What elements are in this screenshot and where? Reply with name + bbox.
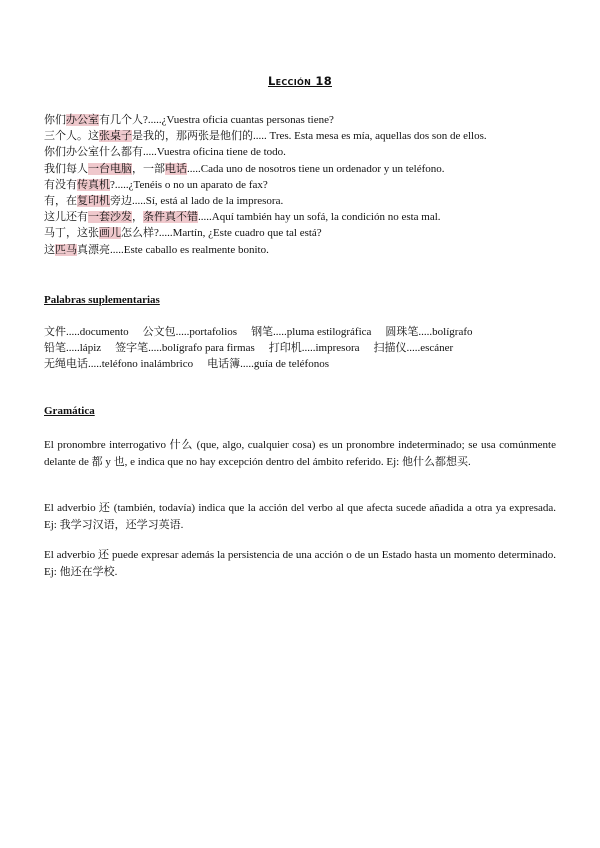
highlighted-term: 一套沙发 [88,211,132,224]
vocab-item: 签字笔.....bolígrafo para firmas [115,342,255,354]
dialogue-line [44,242,564,258]
dialogue-text: ， [132,211,143,224]
grammar-paragraph: El adverbio 还 puede expresar además la persistencia de una acción o de un Estado hasta un momento determinado. Ej: 他还在学校. [44,549,556,578]
dialogue-line [44,193,564,209]
highlighted-term: 一台电脑 [88,162,132,175]
dialogue-line [44,177,564,193]
dialogue-text: 这儿还有 [44,211,88,224]
highlighted-term: 办公室 [66,114,99,126]
dialogue-text: 这 [44,243,55,256]
dialogue-line [44,112,564,128]
dialogue-text: 有几个人?.....¿Vuestra oficia cuantas personas tiene? [99,114,334,126]
highlighted-term: 电话 [165,162,187,175]
vocab-heading: Palabras suplementarias [44,294,160,306]
dialogue-text: ，一部 [132,162,165,175]
vocab-block [44,324,564,372]
vocab-item: 扫描仪.....escáner [373,342,454,354]
vocab-item: 打印机.....impresora [268,342,360,354]
vocab-row [44,340,564,356]
highlighted-term: 复印机 [77,195,110,208]
dialogue-text: 真漂亮.....Este caballo es realmente bonito. [77,243,269,256]
grammar-heading: Gramática [44,405,95,417]
dialogue-text: 旁边.....Sí, está al lado de la impresora. [110,195,284,208]
dialogue-text: 有，在 [44,195,77,208]
dialogue-text: 怎么样?.....Martín, ¿Este cuadro que tal está? [121,227,322,240]
dialogue-line [44,209,564,225]
vocab-row [44,324,564,340]
dialogue-line [44,144,564,160]
vocab-item: 无绳电话.....teléfono inalámbrico [44,358,194,370]
dialogue-text: 我们每人 [44,162,88,175]
vocab-item: 电话簿.....guía de teléfonos [207,358,329,370]
dialogue-text: 马丁，这张 [44,227,99,240]
dialogue-text: ?.....¿Tenéis o no un aparato de fax? [110,178,268,191]
lesson-title: Lección 18 [267,74,332,88]
highlighted-term: 条件真不错 [143,211,198,224]
dialogue-text: 是我的，那两张是他们的..... Tres. Esta mesa es mía, aquellas dos son de ellos. [132,130,487,143]
grammar-paragraph: El adverbio 还 (también, todavía) indica que la acción del verbo al que afecta sucede añadida a otra ya expresada. Ej: 我学习汉语，还学习英语. [44,502,556,531]
vocab-item: 公文包.....portafolios [142,326,238,338]
vocab-item: 钢笔.....pluma estilográfica [251,326,372,338]
grammar-paragraph: El pronombre interrogativo 什么 (que, algo, cualquier cosa) es un pronombre indeterminado; se usa comúnmente delante de 都 y 也, e indica que no hay excepción dentro del ámbito referido. Ej: 他什么都想买. [44,439,556,468]
dialogue-line [44,161,564,177]
vocab-item: 铅笔.....lápiz [44,342,102,354]
highlighted-term: 传真机 [77,178,110,191]
highlighted-term: 匹马 [55,243,77,256]
vocab-row [44,356,564,372]
vocab-item: 圆珠笔.....bolígrafo [385,326,473,338]
highlighted-term: 画儿 [99,227,121,240]
dialogue-line [44,225,564,241]
dialogue-text: 三个人。这 [44,130,99,143]
vocab-item: 文件.....documento [44,326,129,338]
dialogue-text: 你们办公室什么都有.....Vuestra oficina tiene de todo. [44,146,286,159]
dialogue-text: .....Cada uno de nosotros tiene un ordenador y un teléfono. [187,162,445,175]
dialogue-text: .....Aquí también hay un sofá, la condición no esta mal. [198,211,441,224]
dialogue-line [44,128,564,144]
dialogue-text: 有没有 [44,178,77,191]
dialogue-text: 你们 [44,114,66,126]
highlighted-term: 张桌子 [99,130,132,143]
dialogue-block [44,112,564,258]
